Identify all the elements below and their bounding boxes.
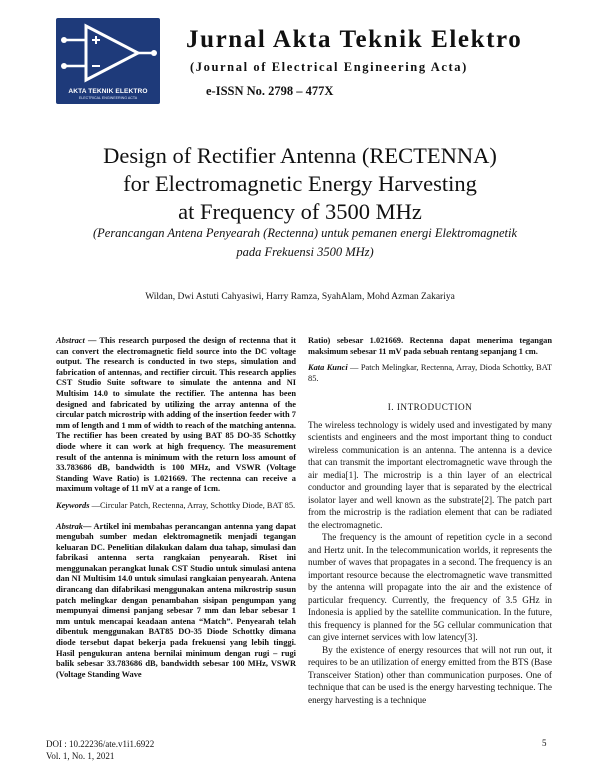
abstrak-lead: Abstrak bbox=[56, 521, 83, 531]
paragraph: The wireless technology is widely used and investigated by many scientists and engineers and the most important thing to conduct wireless communication is an antenna. The antenna is a device that can transmit the important electromagnetic wave through the air media[1]. The microstrip is a thin layer of an electrical conductor and grounding layer that is separated by the electrical isolator layer and well known as the substrate[2]. The patch part from the microstrip is the radiation element that can be radiated the electromagnetic. bbox=[308, 419, 552, 530]
article-title bbox=[40, 142, 560, 226]
subtitle-line: pada Frekuensi 3500 MHz) bbox=[236, 245, 374, 259]
left-column bbox=[56, 336, 296, 686]
kata-kunci-text: — Patch Melingkar, Rectenna, Array, Dioda Schottky, BAT 85. bbox=[308, 363, 552, 383]
subtitle-line: (Perancangan Antena Penyearah (Rectenna) untuk pemanen energi Elektromagnetik bbox=[92, 226, 518, 240]
footer bbox=[46, 738, 154, 762]
journal-title: Jurnal Akta Teknik Elektro bbox=[186, 26, 523, 53]
logo-text: AKTA TEKNIK ELEKTRO bbox=[68, 88, 148, 95]
abstract-lead: Abstract bbox=[56, 336, 85, 345]
abstrak-text: — Artikel ini membahas perancangan antenna yang dapat mengubah sumber medan elektromagnetik menjadi tegangan keluaran DC. Penelitian dilakukan dalam dua tahap, simulasi dan fabrikasi antenna serta rangkaian penyearah. Riset ini menggunakan perangkat lunak CST Studio untuk simulasi antena dan NI Multisim 14.0 untuk simulasi rangkaian penyearah. Antena dirancang dan difabrikasi menggunakan antena mikrostrip susun patch melingkar dengan penambahan sisipan pengumpan yang mempunyai dimensi panjang sebesar 7 mm dan lebar sebesar 1 mm untuk mencapai keadaan antena “Match”. Penyearah telah dibentuk menggunakan BAT85 DO-35 Diode Schottky dimana diode tersebut dapat bekerja pada frekuensi yang lebih tinggi. Hasil pengukuran antena bernilai minimum dengan rugi – rugi balik sebesar 33.783686 dB, bandwidth sebesar 100 MHz, VSWR (Voltage Standing Wave bbox=[56, 521, 296, 679]
abstract bbox=[56, 336, 296, 495]
authors: Wildan, Dwi Astuti Cahyasiwi, Harry Ramza, SyahAlam, Mohd Azman Zakariya bbox=[145, 292, 455, 302]
keywords bbox=[56, 501, 296, 512]
title-line: at Frequency of 3500 MHz bbox=[178, 199, 422, 224]
title-line: Design of Rectifier Antenna (RECTENNA) bbox=[103, 143, 497, 168]
amplifier-logo-icon bbox=[56, 18, 160, 88]
journal-subtitle: (Journal of Electrical Engineering Acta) bbox=[190, 60, 468, 74]
article-subtitle bbox=[70, 224, 540, 262]
abstract-text: — This research purposed the design of rectenna that it can convert the electromagnetic field source into the DC voltage output. The research is conducted in two steps, simulation and fabrication of antennas, and rectifier circuit. This research applies CST Studio Suite software to simulate the antenna and NI Multisim 14.0 to simulate the rectifier. The antenna has been designed and fabricated by utilizing the array antenna of the circular patch microstrip with adding of the insertion feeder with 7 mm of length and 1 mm of width to reach of the matching antenna. The rectifier has been created by using BAT 85 DO-35 Schottky diode where it can work at high frequency. The measurement result of the antenna is minimum with the return loss amount of 33.783686 dB, bandwidth is 100 MHz, and VSWR (Voltage Standing Wave Ratio) is 1.021669. The rectenna can receive a maximum voltage of 11 mV at a range of 1cm. bbox=[56, 336, 296, 494]
kata-kunci bbox=[308, 363, 552, 384]
volume-info: Vol. 1, No. 1, 2021 bbox=[46, 751, 115, 761]
issn: e-ISSN No. 2798 – 477X bbox=[206, 84, 334, 98]
doi: DOI : 10.22236/ate.v1i1.6922 bbox=[46, 739, 155, 749]
right-column bbox=[308, 336, 552, 706]
journal-logo bbox=[56, 18, 160, 104]
logo-subtext: ELECTRICAL ENGINEERING ACTA bbox=[78, 96, 138, 100]
page-number: 5 bbox=[542, 738, 547, 748]
introduction-body bbox=[308, 419, 552, 707]
paragraph: The frequency is the amount of repetition cycle in a second and Hertz unit. In the telecommunication worlds, it represents the number of waves that propagates in a second. The frequency is an important resource because the electromagnetic wave transmitted by the antenna will propagate into the air and the existence of particular frequency. Currently, the frequency of 3.5 GHz in Indonesia is applied by the satellite communication. In the future, this frequency is planned for the 5G cellular communication that can give internet services with low latency[3]. bbox=[308, 532, 552, 643]
keywords-lead: Keywords bbox=[56, 500, 90, 510]
paragraph: By the existence of energy resources that will not run out, it requires to be an utilization of energy emitted from the BTS (Base Transceiver Station) other than communication purposes. One of technique that can be used is the energy harvesting technique. The energy harvesting is a technique bbox=[308, 644, 552, 705]
abstrak-continued: Ratio) sebesar 1.021669. Rectenna dapat menerima tegangan maksimum sebesar 11 mV pada sebuah rentang sepanjang 1 cm. bbox=[308, 336, 552, 356]
keywords-text: —Circular Patch, Rectenna, Array, Schottky Diode, BAT 85. bbox=[89, 500, 296, 510]
kata-kunci-lead: Kata Kunci bbox=[308, 363, 348, 373]
section-heading: I. INTRODUCTION bbox=[387, 402, 473, 413]
title-line: for Electromagnetic Energy Harvesting bbox=[123, 171, 477, 196]
abstrak bbox=[56, 522, 296, 681]
